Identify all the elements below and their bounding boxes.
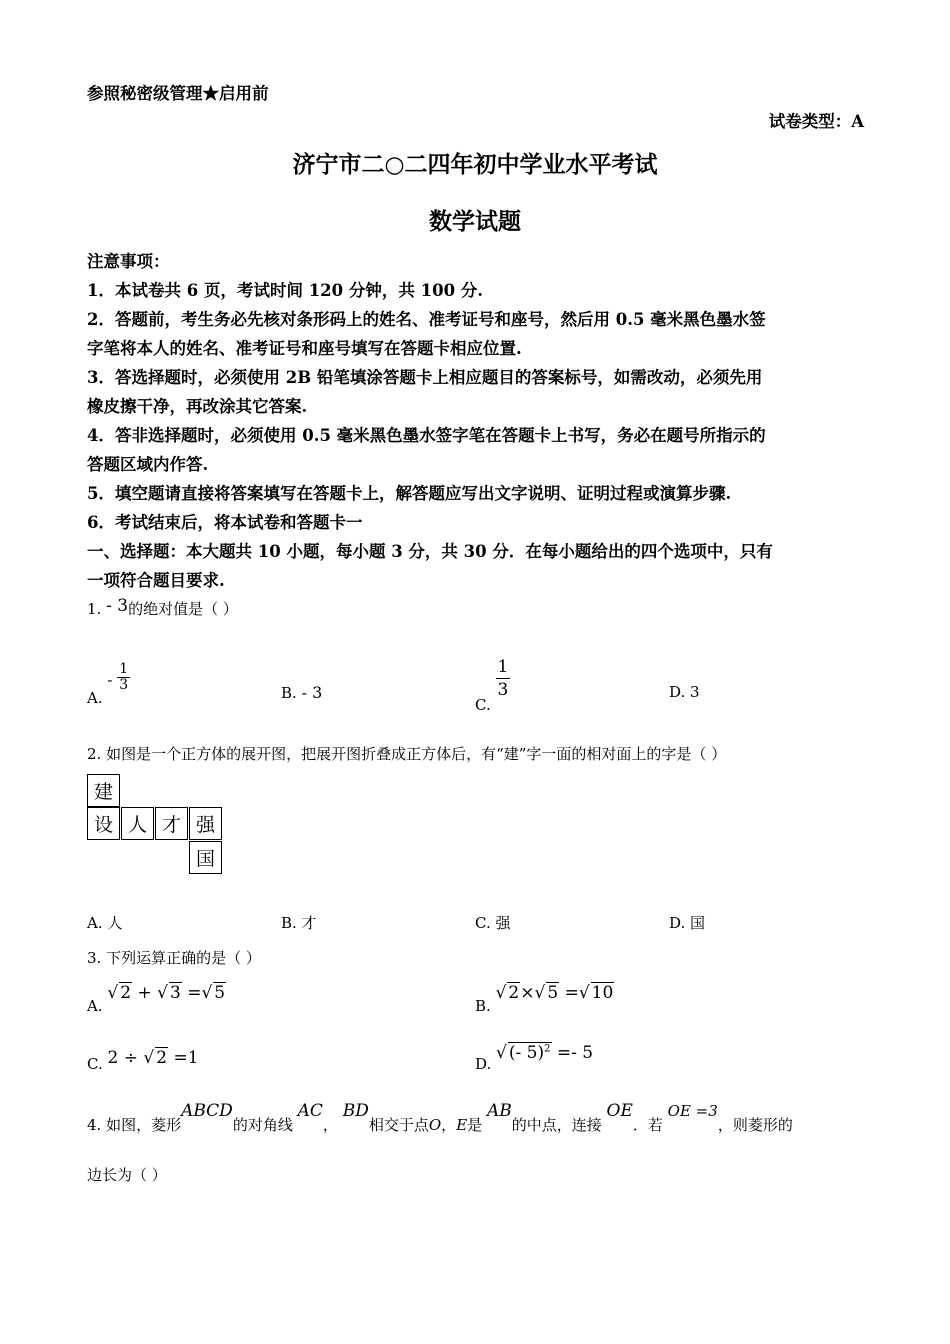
minus-sign: - <box>107 670 113 689</box>
q2-option-c[interactable]: C. 强 <box>475 914 511 932</box>
notice-item: 2．答题前，考生务必先核对条形码上的姓名、准考证号和座号，然后用 0.5 毫米黑色墨水签 <box>87 310 766 329</box>
exam-title: 济宁市二○二四年初中学业水平考试 <box>292 151 658 178</box>
net-cell: 才 <box>155 807 188 840</box>
question-text: ， <box>441 1116 457 1134</box>
math-expression: - 3 <box>106 596 129 616</box>
question-text: 的中点，连接 <box>511 1116 602 1134</box>
q1-option-d[interactable] <box>669 683 700 701</box>
q2-option-a[interactable]: A. 人 <box>87 914 123 932</box>
math-symbol: OE <box>606 1101 633 1121</box>
q3-option-a[interactable] <box>87 982 226 1015</box>
notice-item: 3．答选择题时，必须使用 2B 铅笔填涂答题卡上相应题目的答案标号，如需改动，必须先用 <box>87 368 763 387</box>
radical-expression: √ 2×√ 5 =√ 10 <box>495 983 614 1003</box>
net-cell: 国 <box>189 841 222 874</box>
q1-option-a[interactable] <box>87 661 130 707</box>
question-text: 相交于点 <box>368 1116 429 1134</box>
notice-heading: 注意事项： <box>87 252 170 271</box>
question-text: 的绝对值是（ ） <box>128 600 238 618</box>
option-label: A. <box>87 997 103 1015</box>
subject-title: 数学试题 <box>429 208 521 235</box>
q1-option-b[interactable] <box>281 683 322 702</box>
fraction: $\frac{1}{3}$ <box>119 661 129 693</box>
net-cell: 强 <box>189 807 222 840</box>
question-text: ， <box>322 1116 338 1134</box>
option-label: C. <box>475 695 491 714</box>
math-symbol: OE =3 <box>667 1102 718 1120</box>
option-value: 3 <box>690 683 700 701</box>
radical-expression: √ 2 + √ 3 =√ 5 <box>107 983 226 1003</box>
math-symbol: AB <box>486 1101 512 1121</box>
radical-expression: √ (- 5)$^2$ =- 5 <box>496 1043 594 1063</box>
net-cell: 设 <box>87 807 120 840</box>
notice-item: 橡皮擦干净，再改涂其它答案. <box>87 397 308 416</box>
question-text: ，则菱形的 <box>717 1116 793 1134</box>
option-label: B. <box>475 997 491 1015</box>
notice-block <box>87 247 867 595</box>
question-2: 2. 如图是一个正方体的展开图，把展开图折叠成正方体后，有“建”字一面的相对面上的字是（ ） <box>87 745 727 763</box>
q2-option-d[interactable]: D. 国 <box>669 914 706 932</box>
notice-item: 6．考试结束后，将本试卷和答题卡一 <box>87 513 363 532</box>
option-label: B. <box>281 684 297 702</box>
q1-option-c[interactable] <box>475 656 510 714</box>
net-cell: 建 <box>87 774 120 807</box>
section1-line2: 一项符合题目要求. <box>87 571 225 590</box>
option-value: - 3 <box>301 683 323 702</box>
notice-item: 字笔将本人的姓名、准考证号和座号填写在答题卡相应位置. <box>87 339 522 358</box>
math-symbol: O <box>428 1116 442 1134</box>
question-1 <box>87 598 238 619</box>
question-4 <box>87 1100 864 1134</box>
q3-option-b[interactable] <box>475 982 614 1015</box>
question-text: 4. 如图，菱形 <box>87 1116 182 1134</box>
notice-item: 4．答非选择题时，必须使用 0.5 毫米黑色墨水签字笔在答题卡上书写，务必在题号所指示的 <box>87 426 766 445</box>
option-label: C. <box>87 1055 103 1073</box>
fraction: $\frac{1}{3}$ <box>497 657 509 700</box>
math-symbol: AC <box>297 1101 323 1121</box>
option-label: D. <box>475 1055 492 1073</box>
radical-expression: 2 ÷ √ 2 =1 <box>107 1048 199 1068</box>
question-text: 的对角线 <box>232 1116 293 1134</box>
math-symbol: ABCD <box>181 1101 233 1121</box>
question-text: 是 <box>467 1116 483 1134</box>
question-4-line2: 边长为（ ） <box>87 1166 167 1184</box>
net-cell: 人 <box>121 807 154 840</box>
notice-item: 1．本试卷共 6 页，考试时间 120 分钟，共 100 分. <box>87 281 484 300</box>
q2-option-b[interactable]: B. 才 <box>281 914 317 932</box>
math-symbol: E <box>456 1116 468 1134</box>
option-label: D. <box>669 683 686 701</box>
section1-line1: 一、选择题：本大题共 10 小题，每小题 3 分，共 30 分．在每小题给出的四个选项中，只有 <box>87 542 773 561</box>
confidential-label: 参照秘密级管理★启用前 <box>87 84 269 103</box>
option-label: A. <box>87 688 103 707</box>
question-3: 3. 下列运算正确的是（ ） <box>87 949 261 967</box>
math-symbol: BD <box>342 1101 369 1121</box>
question-text: ．若 <box>632 1116 663 1134</box>
q3-option-d[interactable] <box>475 1042 594 1073</box>
paper-type-label: 试卷类型：A <box>768 112 864 131</box>
q3-option-c[interactable] <box>87 1047 199 1073</box>
notice-item: 5．填空题请直接将答案填写在答题卡上，解答题应写出文字说明、证明过程或演算步骤. <box>87 484 732 503</box>
notice-item: 答题区域内作答. <box>87 455 209 474</box>
question-number: 1. <box>87 600 102 618</box>
